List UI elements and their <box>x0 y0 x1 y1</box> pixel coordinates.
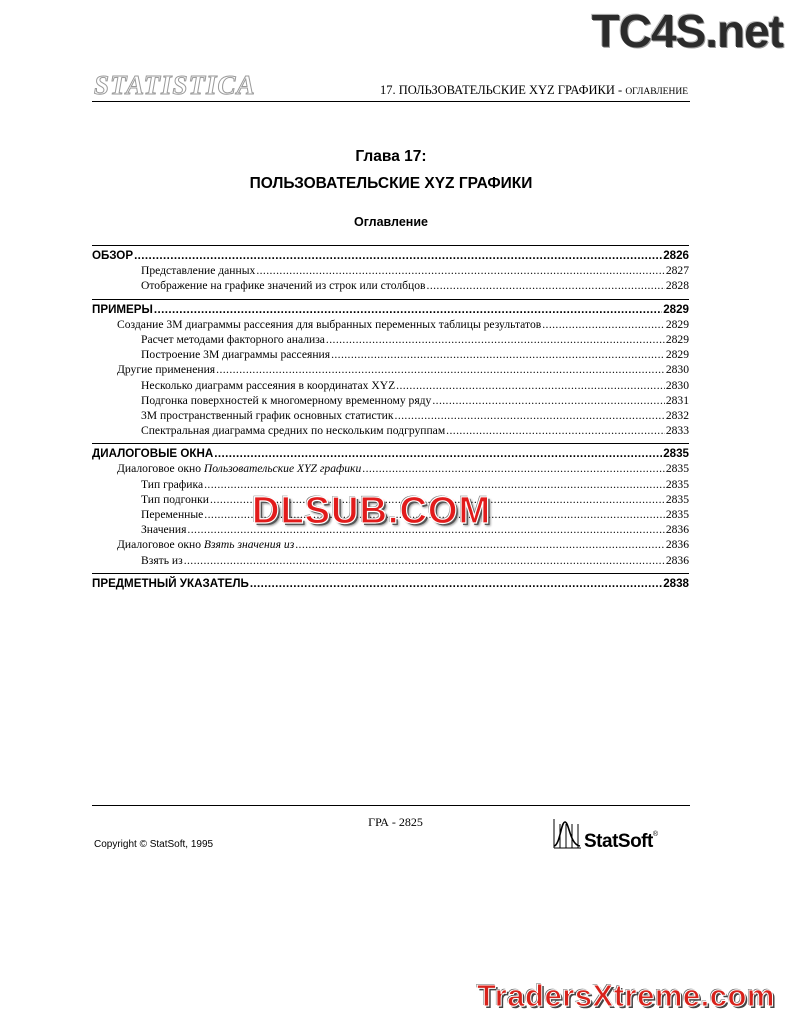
statsoft-logo <box>551 818 658 851</box>
toc-page-number: 2832 <box>665 408 689 422</box>
toc-entry-title: Несколько диаграмм рассеяния в координатах XYZ <box>141 378 396 392</box>
header-divider <box>92 101 690 102</box>
toc-entry[interactable] <box>92 408 689 423</box>
toc-entry-title: Переменные <box>141 508 204 521</box>
toc-section-heading[interactable] <box>92 248 689 263</box>
running-header <box>380 83 688 98</box>
toc-section <box>92 573 689 591</box>
toc-page-number: 2828 <box>665 279 689 293</box>
toc-page-number: 2835 <box>663 447 689 461</box>
toc-entry-title: Отображение на графике значений из строк или столбцов <box>141 279 426 293</box>
toc-page-number: 2836 <box>665 538 689 552</box>
toc-entry[interactable] <box>92 362 689 377</box>
toc-leader-dots <box>542 317 665 332</box>
toc-page-number: 2835 <box>665 462 689 476</box>
toc-entry-title: Построение 3М диаграммы рассеяния <box>141 348 331 362</box>
running-header-small: ОГЛАВЛЕНИЕ <box>625 87 688 97</box>
toc-leader-dots <box>395 408 665 423</box>
toc-entry-title: Взять из <box>141 553 183 567</box>
toc-entry[interactable] <box>92 461 689 476</box>
toc-entry-title: 3М пространственный график основных статистик <box>141 408 394 422</box>
toc-leader-dots <box>362 461 665 476</box>
toc-page-number: 2835 <box>665 492 689 506</box>
toc-entry-title-italic: Взять значения из <box>203 538 295 552</box>
toc-entry[interactable] <box>92 423 689 438</box>
table-of-contents <box>92 245 689 596</box>
toc-entry[interactable] <box>92 553 689 568</box>
toc-section-title: ДИАЛОГОВЫЕ ОКНА <box>92 447 214 461</box>
toc-leader-dots <box>326 332 665 347</box>
footer-divider <box>92 805 690 806</box>
page-number: ГРА - 2825 <box>368 815 423 829</box>
toc-heading: Оглавление <box>354 215 428 229</box>
toc-page-number: 2829 <box>665 348 689 362</box>
registered-mark: ® <box>652 831 658 838</box>
toc-leader-dots <box>184 553 665 568</box>
toc-leader-dots <box>432 393 664 408</box>
toc-entry[interactable] <box>92 378 689 393</box>
toc-section <box>92 299 689 439</box>
toc-entry[interactable] <box>92 263 689 278</box>
toc-entry-title-italic: Пользовательские XYZ графики <box>203 462 362 476</box>
statistica-logo: STATISTICA <box>94 70 256 100</box>
toc-entry[interactable] <box>92 347 689 362</box>
toc-leader-dots <box>427 278 665 293</box>
toc-page-number: 2830 <box>665 363 689 377</box>
toc-section-heading[interactable] <box>92 576 689 591</box>
toc-section-heading[interactable] <box>92 446 689 461</box>
running-header-main: 17. ПОЛЬЗОВАТЕЛЬСКИЕ XYZ ГРАФИКИ - <box>379 83 626 97</box>
toc-entry[interactable] <box>92 393 689 408</box>
toc-page-number: 2836 <box>665 553 689 567</box>
toc-page-number: 2838 <box>663 576 689 590</box>
toc-leader-dots <box>214 446 662 461</box>
watermark-tc4s: TC4S.net <box>591 5 783 57</box>
toc-section-title: ПРИМЕРЫ <box>92 302 153 316</box>
toc-leader-dots <box>446 423 665 438</box>
toc-entry-title: Представление данных <box>141 264 256 278</box>
chapter-title: ПОЛЬЗОВАТЕЛЬСКИЕ XYZ ГРАФИКИ <box>249 175 533 192</box>
toc-page-number: 2830 <box>665 378 689 392</box>
toc-entry-title: Диалоговое окно Взять значения из <box>117 538 295 552</box>
toc-page-number: 2836 <box>665 523 689 537</box>
toc-entry-title: Создание 3М диаграммы рассеяния для выбранных переменных таблицы результатов <box>117 317 542 331</box>
toc-entry[interactable] <box>92 332 689 347</box>
toc-page-number: 2827 <box>665 264 689 278</box>
toc-section <box>92 245 689 294</box>
copyright-notice: Copyright © StatSoft, 1995 <box>94 839 214 850</box>
toc-leader-dots <box>396 378 665 393</box>
toc-entry[interactable] <box>92 317 689 332</box>
toc-entry[interactable] <box>92 278 689 293</box>
toc-page-number: 2833 <box>665 424 689 438</box>
toc-section-heading[interactable] <box>92 302 689 317</box>
toc-page-number: 2829 <box>665 317 689 331</box>
toc-entry-title: Другие применения <box>117 363 216 377</box>
watermark-dlsub: DLSUB.COM <box>252 490 492 532</box>
toc-entry-title: Тип подгонки <box>141 492 209 506</box>
toc-entry[interactable] <box>92 537 689 552</box>
toc-entry-title: Значения <box>141 523 187 537</box>
toc-section-title: ОБЗОР <box>92 249 134 262</box>
toc-section-title: ПРЕДМЕТНЫЙ УКАЗАТЕЛЬ <box>92 576 249 590</box>
statsoft-chart-icon <box>551 818 582 851</box>
toc-page-number: 2829 <box>665 332 689 346</box>
toc-entry-title: Диалоговое окно Пользовательские XYZ графики <box>117 462 362 476</box>
statsoft-name: StatSoft <box>584 831 653 852</box>
toc-entry-title: Подгонка поверхностей к многомерному временному ряду <box>141 393 432 407</box>
toc-leader-dots <box>154 302 662 317</box>
toc-entry-title: Расчет методами факторного анализа <box>141 332 325 346</box>
toc-page-number: 2826 <box>663 249 689 262</box>
toc-page-number: 2835 <box>665 477 689 491</box>
toc-leader-dots <box>250 576 662 591</box>
toc-leader-dots <box>216 362 665 377</box>
toc-page-number: 2829 <box>663 302 689 316</box>
toc-leader-dots <box>256 263 665 278</box>
toc-entry-title: Спектральная диаграмма средних по нескольким подгруппам <box>141 424 446 438</box>
toc-leader-dots <box>134 248 662 263</box>
statsoft-wordmark <box>584 831 658 853</box>
watermark-tradersxtreme: TradersXtreme.com <box>477 978 775 1013</box>
toc-entry-title: Тип графика <box>141 477 204 491</box>
toc-page-number: 2835 <box>665 508 689 521</box>
toc-page-number: 2831 <box>665 393 689 407</box>
toc-leader-dots <box>331 347 665 362</box>
chapter-number: Глава 17: <box>355 148 427 165</box>
toc-leader-dots <box>295 537 665 552</box>
